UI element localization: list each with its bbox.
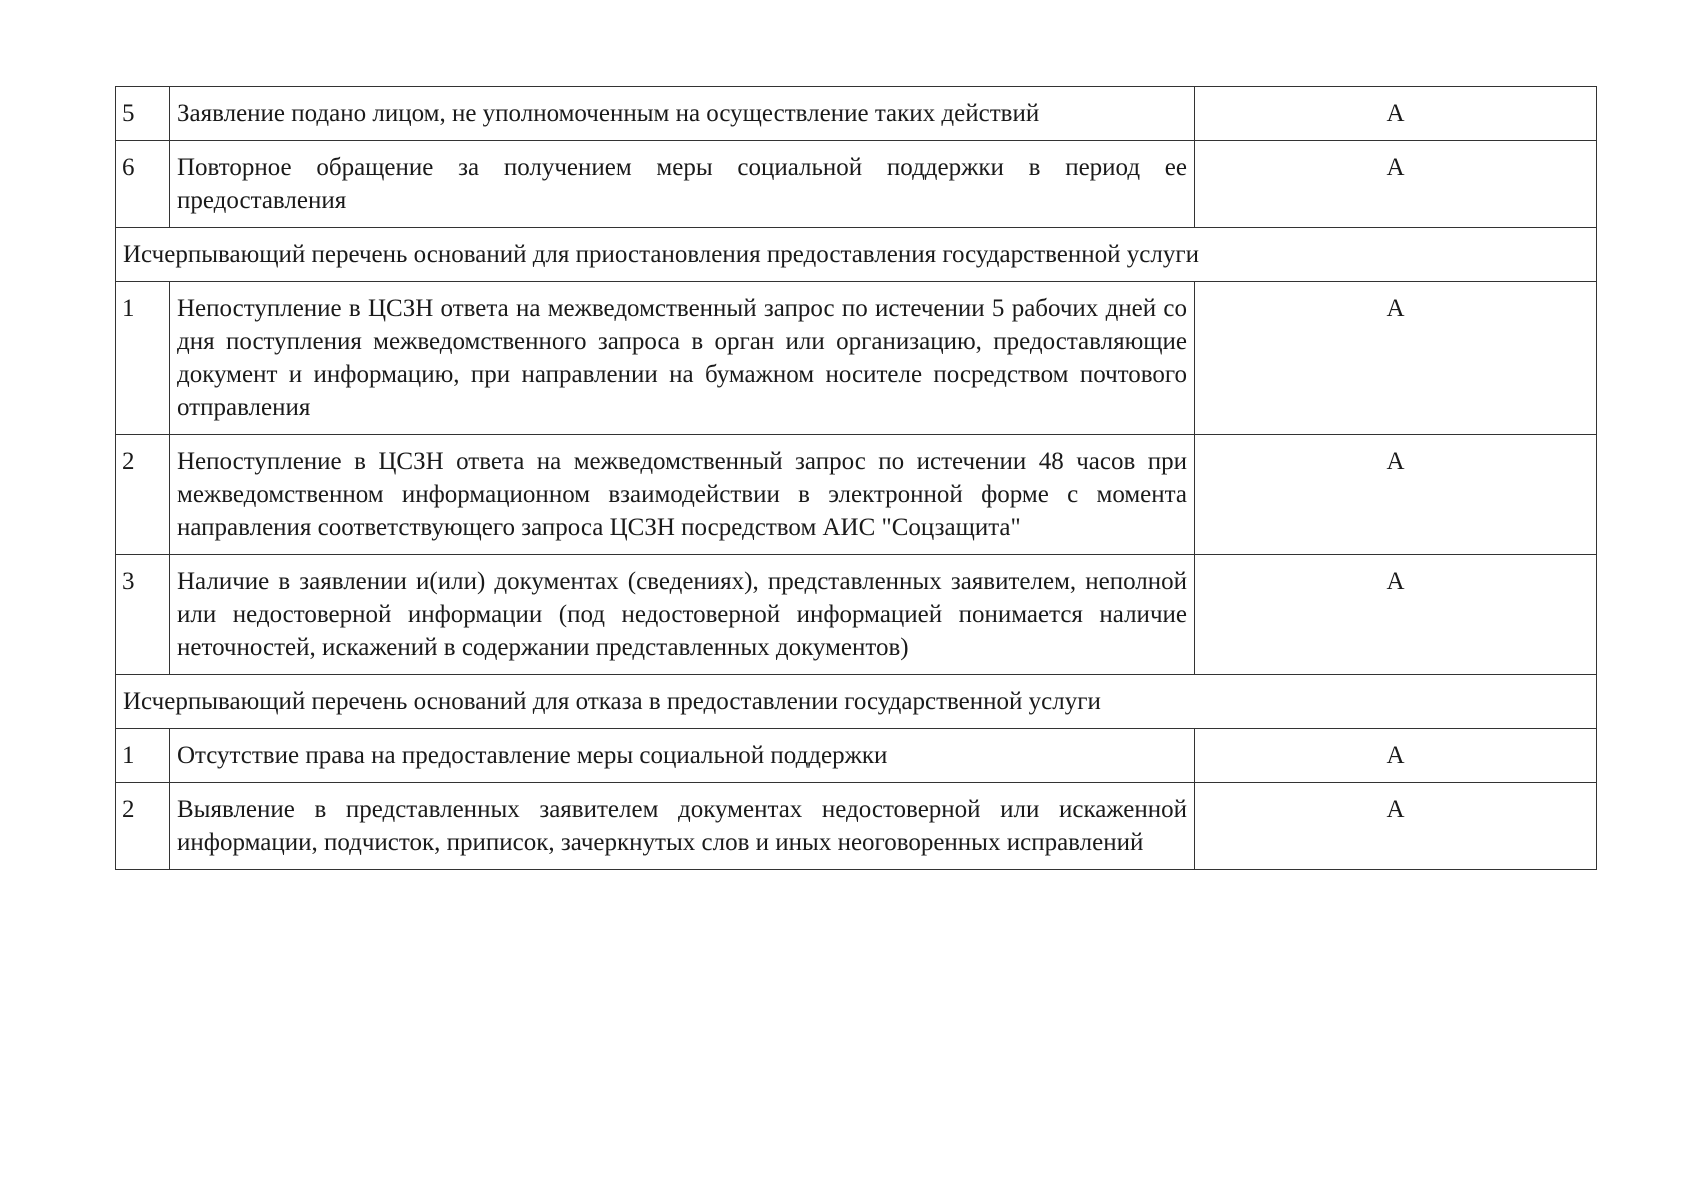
row-text: Непоступление в ЦСЗН ответа на межведомственный запрос по истечении 5 рабочих дней со дня поступления межведомственного запроса в орган или организацию, предоставляющие документ и информацию, при направлении на бумажном носителе посредством почтового отправления: [170, 282, 1195, 435]
row-number: 1: [116, 282, 170, 435]
table-row: [116, 282, 1597, 435]
table-row: [116, 141, 1597, 228]
table-row: [116, 87, 1597, 141]
section-heading: Исчерпывающий перечень оснований для отказа в предоставлении государственной услуги: [116, 675, 1597, 729]
row-number: 3: [116, 555, 170, 675]
row-number: 5: [116, 87, 170, 141]
row-code: А: [1195, 555, 1597, 675]
section-heading: Исчерпывающий перечень оснований для приостановления предоставления государственной услуги: [116, 228, 1597, 282]
row-code: А: [1195, 282, 1597, 435]
table-row: [116, 555, 1597, 675]
row-code: А: [1195, 87, 1597, 141]
row-text: Непоступление в ЦСЗН ответа на межведомственный запрос по истечении 48 часов при межведомственном информационном взаимодействии в электронной форме с момента направления соответствующего запроса ЦСЗН посредством АИС "Соцзащита": [170, 435, 1195, 555]
row-text: Выявление в представленных заявителем документах недостоверной или искаженной информации, подчисток, приписок, зачеркнутых слов и иных неоговоренных исправлений: [170, 783, 1195, 870]
row-code: А: [1195, 729, 1597, 783]
row-text: Заявление подано лицом, не уполномоченным на осуществление таких действий: [170, 87, 1195, 141]
row-number: 2: [116, 783, 170, 870]
row-number: 1: [116, 729, 170, 783]
row-number: 6: [116, 141, 170, 228]
row-text: Отсутствие права на предоставление меры социальной поддержки: [170, 729, 1195, 783]
table-row: [116, 729, 1597, 783]
section-header-row: [116, 228, 1597, 282]
grounds-table: [115, 86, 1597, 870]
row-number: 2: [116, 435, 170, 555]
section-header-row: [116, 675, 1597, 729]
row-code: А: [1195, 435, 1597, 555]
table-row: [116, 435, 1597, 555]
row-text: Наличие в заявлении и(или) документах (сведениях), представленных заявителем, неполной или недостоверной информации (под недостоверной информацией понимается наличие неточностей, искажений в содержании представленных документов): [170, 555, 1195, 675]
row-code: А: [1195, 141, 1597, 228]
row-code: А: [1195, 783, 1597, 870]
table-row: [116, 783, 1597, 870]
row-text: Повторное обращение за получением меры социальной поддержки в период ее предоставления: [170, 141, 1195, 228]
